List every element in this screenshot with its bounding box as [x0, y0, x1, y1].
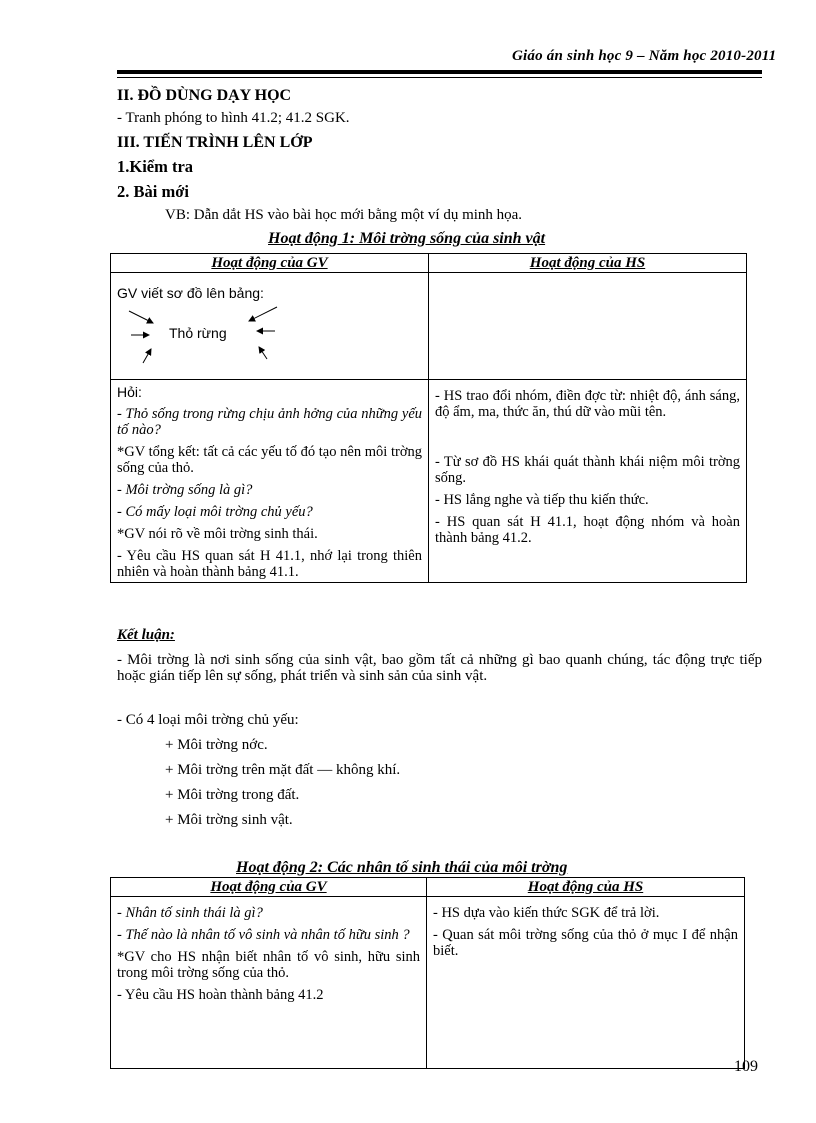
diagram-intro: GV viết sơ đồ lên bảng: — [117, 285, 264, 301]
activity-2-col-gv: Hoạt động của GV — [111, 878, 427, 897]
conclusion-title: Kết luận: — [117, 627, 175, 643]
diagram-label: Thỏ rừng — [169, 325, 227, 341]
activity-1-table — [110, 253, 747, 583]
header-rule-thick — [117, 70, 762, 74]
activity-1-col-gv: Hoạt động của GV — [111, 254, 429, 273]
conclusion-types-intro: - Có 4 loại môi trờng chủ yếu: — [117, 712, 299, 728]
subsection-1-title: 1.Kiểm tra — [117, 157, 194, 176]
hs-answer-1: - HS trao đổi nhóm, điền đợc từ: nhiệt độ, ánh sáng, độ ẩm, ma, thức ăn, thú dữ vào mũi tên. — [435, 388, 740, 420]
hs-answer-3: - HS lắng nghe và tiếp thu kiến thức. — [435, 492, 649, 508]
page-header: Giáo án sinh học 9 – Năm học 2010-2011 — [512, 48, 777, 64]
gv-summary: *GV tổng kết: tất cả các yếu tố đó tạo nên môi trờng sống của thỏ. — [117, 444, 422, 476]
gv2-task: - Yêu cầu HS hoàn thành bảng 41.2 — [117, 987, 324, 1003]
rabbit-diagram — [117, 301, 422, 379]
gv2-q1: - Nhân tố sinh thái là gì? — [117, 905, 263, 921]
subsection-2-title: 2. Bài mới — [117, 182, 189, 201]
gv-q2: - Môi trờng sống là gì? — [117, 482, 253, 498]
gv-q1: - Thỏ sống trong rừng chịu ảnh hởng của những yếu tố nào? — [117, 406, 422, 438]
hs-answer-4: - HS quan sát H 41.1, hoạt động nhóm và hoàn thành bảng 41.2. — [435, 514, 740, 546]
page-number: 109 — [734, 1058, 758, 1075]
gv2-guide: *GV cho HS nhận biết nhân tố vô sinh, hữu sinh trong môi trờng sống của thỏ. — [117, 949, 420, 981]
header-rule-thin — [117, 77, 762, 78]
hs2-answer-2: - Quan sát môi trờng sống của thỏ ở mục I để nhận biết. — [433, 927, 738, 959]
gv-explain: *GV nói rõ về môi trờng sinh thái. — [117, 526, 318, 542]
gv-ask: Hỏi: — [117, 384, 142, 400]
activity-1-col-hs: Hoạt động của HS — [429, 254, 747, 273]
intro-line: VB: Dẫn dắt HS vào bài học mới bằng một ví dụ minh họa. — [165, 207, 523, 223]
gv-task: - Yêu cầu HS quan sát H 41.1, nhớ lại trong thiên nhiên và hoàn thành bảng 41.1. — [117, 548, 422, 580]
conclusion-paragraph: - Môi trờng là nơi sinh sống của sinh vật, bao gồm tất cả những gì bao quanh chúng, tác động trực tiếp hoặc gián tiếp lên sự sống, phát triển và sinh sản của sinh vật. — [117, 652, 762, 684]
activity-1-title: Hoạt động 1: Môi trờng sống của sinh vật — [268, 230, 546, 247]
section-iii-title: III. TIẾN TRÌNH LÊN LỚP — [117, 134, 313, 151]
hs2-answer-1: - HS dựa vào kiến thức SGK để trả lời. — [433, 905, 660, 921]
section-ii-line: - Tranh phóng to hình 41.2; 41.2 SGK. — [117, 110, 350, 126]
gv-q3: - Có mấy loại môi trờng chủ yếu? — [117, 504, 313, 520]
env-type-water: + Môi trờng nớc. — [165, 737, 268, 753]
env-type-land-air: + Môi trờng trên mặt đất — không khí. — [165, 762, 401, 778]
activity-2-table — [110, 877, 745, 1069]
env-type-soil: + Môi trờng trong đất. — [165, 787, 300, 803]
env-type-organism: + Môi trờng sinh vật. — [165, 812, 293, 828]
hs-answer-2: - Từ sơ đồ HS khái quát thành khái niệm môi trờng sống. — [435, 454, 740, 486]
section-ii-title: II. ĐỒ DÙNG DẠY HỌC — [117, 87, 292, 104]
activity-2-col-hs: Hoạt động của HS — [427, 878, 745, 897]
activity-2-title: Hoạt động 2: Các nhân tố sinh thái của môi trờng — [236, 859, 568, 876]
gv2-q2: - Thế nào là nhân tố vô sinh và nhân tố hữu sinh ? — [117, 927, 410, 943]
